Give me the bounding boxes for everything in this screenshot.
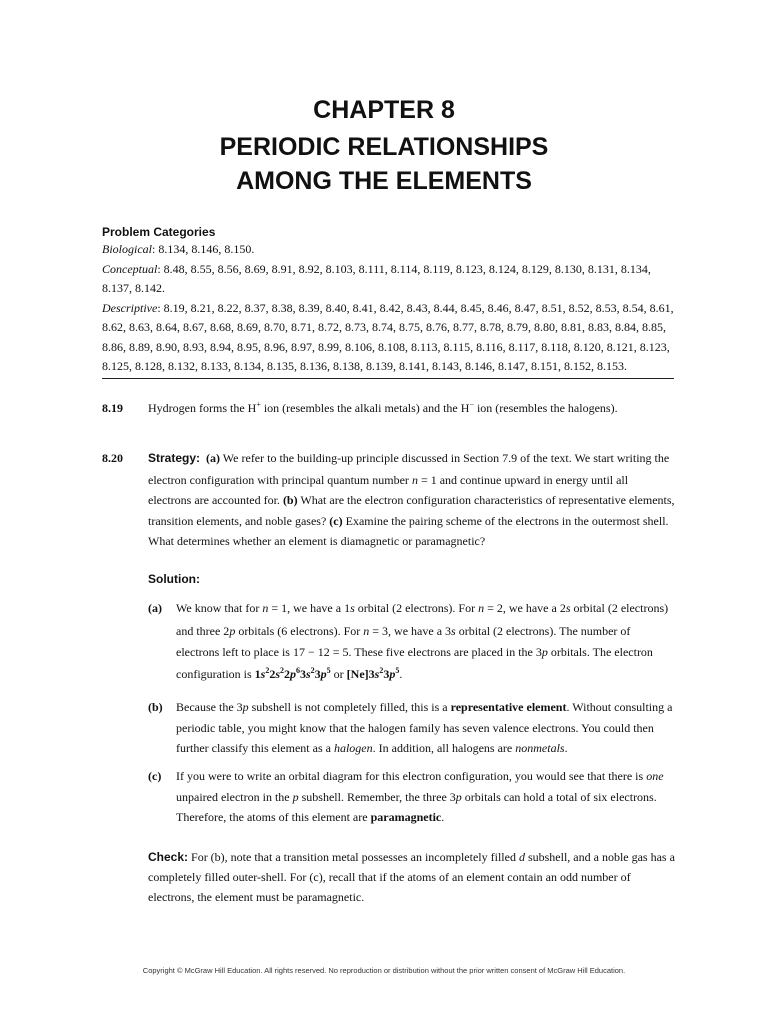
conceptual-line-2: 8.137, 8.142. <box>102 281 165 295</box>
text: = 2, we have a 2 <box>484 601 566 615</box>
text: Because the 3 <box>176 700 243 714</box>
text: = 3, we have a 3 <box>369 624 452 638</box>
text: Examine the pairing scheme of the electrons in the outermost shell. <box>342 514 669 528</box>
check-line-1 <box>148 846 675 868</box>
text: What are the electron configuration characteristics of representative elements, <box>297 493 675 507</box>
variable: p <box>455 790 462 804</box>
variable: n <box>411 473 418 487</box>
descriptive-line-2: 8.62, 8.63, 8.64, 8.67, 8.68, 8.69, 8.70, 8.71, 8.72, 8.73, 8.74, 8.75, 8.76, 8.77, 8.78, 8.79, 8.80, 8.81, 8.83, 8.84, 8.85, <box>102 320 666 334</box>
text: and three 2 <box>176 624 230 638</box>
text: For (b), note that a transition metal possesses an incompletely filled <box>188 850 519 864</box>
part-b-line-2: periodic table, you might know that the halogen family has seven valence electrons. You could then <box>176 721 654 735</box>
text: 2 <box>269 667 276 681</box>
chapter-title-line2: AMONG THE ELEMENTS <box>236 167 532 195</box>
strategy-line-3 <box>148 489 675 511</box>
variable: s <box>565 601 571 615</box>
part-a-line-3 <box>176 641 653 663</box>
part-c-line-3 <box>176 806 444 828</box>
strategy-line-5: What determines whether an element is diamagnetic or paramagnetic? <box>148 534 486 548</box>
strategy-line-2 <box>148 469 628 491</box>
variable: p <box>292 790 299 804</box>
text: 2 <box>284 667 290 681</box>
text: = 1, we have a 1 <box>268 601 351 615</box>
conceptual-label: Conceptual <box>102 262 158 276</box>
part-a-label: (a) <box>148 601 162 615</box>
text: orbitals. The electron <box>547 645 653 659</box>
variable: p <box>242 700 249 714</box>
variable: p <box>229 624 236 638</box>
superscript: 2 <box>280 666 284 675</box>
strategy-line-1 <box>148 447 669 469</box>
descriptive-line-4: 8.125, 8.128, 8.132, 8.133, 8.134, 8.135, 8.136, 8.138, 8.139, 8.141, 8.143, 8.146, 8.147, 8.151, 8.152, 8.153. <box>102 359 627 373</box>
part-a-line-1 <box>176 597 668 619</box>
text: further classify this element as a <box>176 741 334 755</box>
variable: s <box>306 667 311 681</box>
check-label: Check: <box>148 850 189 864</box>
part-c-line-2 <box>176 786 657 808</box>
descriptive-list-1: : 8.19, 8.21, 8.22, 8.37, 8.38, 8.39, 8.40, 8.41, 8.42, 8.43, 8.44, 8.45, 8.46, 8.47, 8.51, 8.52, 8.53, 8.54, 8.61, <box>157 301 674 315</box>
part-c-ref: (c) <box>329 514 343 528</box>
descriptive-line-3: 8.86, 8.89, 8.90, 8.93, 8.94, 8.95, 8.96, 8.97, 8.99, 8.106, 8.108, 8.113, 8.115, 8.116, 8.117, 8.118, 8.120, 8.121, 8.123, <box>102 340 670 354</box>
text: 3 <box>383 667 390 681</box>
text: orbitals can hold a total of six electrons. <box>461 790 657 804</box>
text: orbitals (6 electrons). For <box>235 624 364 638</box>
text: unpaired electron in the <box>176 790 293 804</box>
strategy-line-4 <box>148 510 669 532</box>
text: electrons left to place is 17 − 12 = 5. These five electrons are placed in the 3 <box>176 645 542 659</box>
superscript: 2 <box>310 666 315 675</box>
part-a-ref: (a) <box>206 451 221 465</box>
variable: s <box>374 667 380 681</box>
text: transition elements, and noble gases? <box>148 514 330 528</box>
text: electron configuration with principal quantum number <box>148 473 412 487</box>
variable: p <box>389 667 396 681</box>
conceptual-line-1 <box>102 260 702 279</box>
part-a-line-2 <box>176 620 630 642</box>
part-b-label: (b) <box>148 700 163 714</box>
text: If you were to write an orbital diagram for this electron configuration, you would see that there is <box>176 769 647 783</box>
text: orbital (2 electrons). The number of <box>455 624 631 638</box>
problem-categories-heading: Problem Categories <box>102 225 216 239</box>
emphasis: one <box>646 769 664 783</box>
text: 1 <box>254 667 261 681</box>
text: Therefore, the atoms of this element are <box>176 810 371 824</box>
emphasis: nonmetals <box>515 741 565 755</box>
biological-label: Biological <box>102 242 152 256</box>
descriptive-line-1 <box>102 299 702 318</box>
part-c-line-1 <box>176 765 664 787</box>
text: ion (resembles the alkali metals) and the H <box>260 401 470 415</box>
text: subshell. Remember, the three 3 <box>298 790 456 804</box>
superscript: + <box>256 400 261 409</box>
part-a-line-4 <box>176 663 402 685</box>
text: orbital (2 electrons). For <box>354 601 479 615</box>
check-line-2: completely filled outer-shell. For (c), recall that if the atoms of an element contain an odd number of <box>148 870 631 884</box>
variable: n <box>262 601 269 615</box>
emphasis: representative element <box>450 700 567 714</box>
text: 3 <box>314 667 321 681</box>
part-b-ref: (b) <box>282 493 298 507</box>
part-b-line-3 <box>176 737 568 759</box>
variable: s <box>260 667 266 681</box>
text: configuration is <box>176 667 255 681</box>
descriptive-label: Descriptive <box>102 301 158 315</box>
text: ion (resembles the halogens). <box>473 401 618 415</box>
variable: s <box>350 601 355 615</box>
conceptual-list-1: : 8.48, 8.55, 8.56, 8.69, 8.91, 8.92, 8.103, 8.111, 8.114, 8.119, 8.123, 8.124, 8.129, 8.130, 8.131, 8.134, <box>157 262 651 276</box>
text: [Ne]3 <box>346 667 375 681</box>
text: . In addition, all halogens are <box>372 741 516 755</box>
text: or <box>330 667 347 681</box>
text: orbital (2 electrons) <box>570 601 669 615</box>
solution-heading: Solution: <box>148 572 200 586</box>
text: 3 <box>300 667 306 681</box>
text: electrons are accounted for. <box>148 493 283 507</box>
variable: s <box>275 667 280 681</box>
problem-number-8-19: 8.19 <box>102 401 123 415</box>
electron-configuration <box>255 667 331 681</box>
text: . <box>441 810 445 824</box>
biological-list: : 8.134, 8.146, 8.150. <box>152 242 255 256</box>
superscript: 5 <box>326 666 331 675</box>
superscript: 2 <box>379 666 384 675</box>
text: subshell is not completely filled, this is a <box>248 700 451 714</box>
part-b-line-1 <box>176 696 672 718</box>
text: subshell, and a noble gas has a <box>524 850 675 864</box>
text: We refer to the building-up principle discussed in Section 7.9 of the text. We start writing the <box>220 451 670 465</box>
variable: n <box>478 601 485 615</box>
problem-8-19-text <box>148 397 618 419</box>
noble-gas-configuration <box>346 666 403 681</box>
superscript: − <box>469 400 474 409</box>
variable: p <box>541 645 548 659</box>
text: Hydrogen forms the H <box>148 401 257 415</box>
biological-line <box>102 240 702 259</box>
emphasis: halogen <box>333 741 373 755</box>
text: . <box>399 667 403 681</box>
chapter-number: CHAPTER 8 <box>313 96 455 124</box>
variable: p <box>290 667 296 681</box>
chapter-title-line1: PERIODIC RELATIONSHIPS <box>219 133 549 161</box>
section-divider <box>102 378 674 379</box>
text: = 1 and continue upward in energy until all <box>417 473 629 487</box>
variable: p <box>320 667 327 681</box>
strategy-label: Strategy: <box>148 451 201 465</box>
superscript: 6 <box>296 666 300 675</box>
variable: s <box>451 624 456 638</box>
problem-number-8-20: 8.20 <box>102 451 123 465</box>
emphasis: paramagnetic <box>370 810 442 824</box>
variable: d <box>518 850 525 864</box>
superscript: 2 <box>265 666 270 675</box>
copyright-footer: Copyright © McGraw Hill Education. All rights reserved. No reproduction or distribution without the prior written consent of McGraw Hill Education. <box>142 966 626 975</box>
text: . <box>564 741 568 755</box>
text: We know that for <box>176 601 263 615</box>
part-c-label: (c) <box>148 769 162 783</box>
variable: n <box>363 624 370 638</box>
superscript: 5 <box>395 666 400 675</box>
check-line-3: electrons, the element must be paramagnetic. <box>148 890 365 904</box>
text: . Without consulting a <box>566 700 673 714</box>
